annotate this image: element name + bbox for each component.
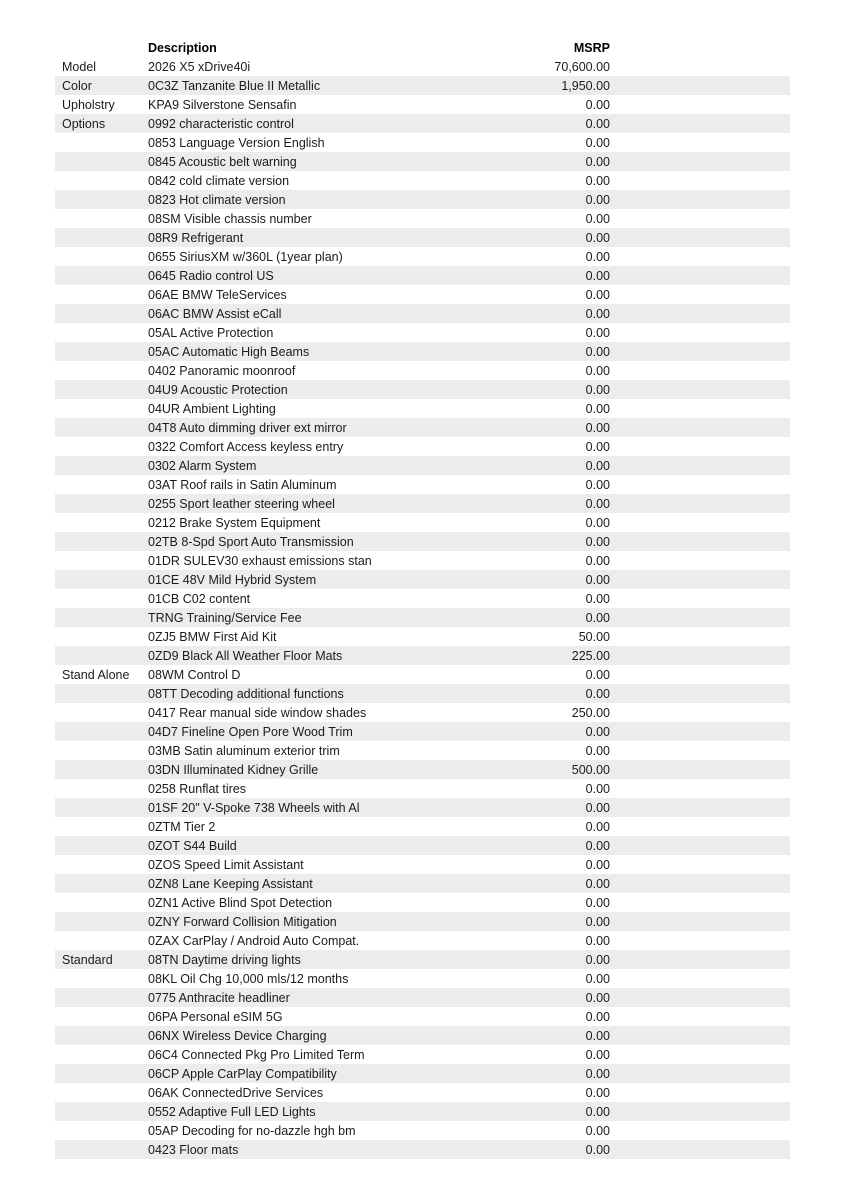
table-row: [55, 969, 790, 988]
msrp-cell: 0.00: [585, 686, 610, 701]
description-cell: 0258 Runflat tires: [148, 781, 246, 796]
spacer-cell: [610, 1102, 790, 1121]
table-row: [55, 760, 790, 779]
table-row: [55, 665, 790, 684]
msrp-cell: 0.00: [585, 743, 610, 758]
spacer-cell: [610, 190, 790, 209]
category-cell: [55, 817, 148, 836]
table-row: [55, 1121, 790, 1140]
description-cell: 01SF 20" V-Spoke 738 Wheels with Al: [148, 800, 360, 815]
description-cell: 0C3Z Tanzanite Blue II Metallic: [148, 78, 321, 93]
table-row: [55, 1026, 790, 1045]
category-cell: [55, 589, 148, 608]
description-cell: 0255 Sport leather steering wheel: [148, 496, 335, 511]
description-cell: 0775 Anthracite headliner: [148, 990, 290, 1005]
category-cell: Standard: [62, 952, 113, 967]
table-row: [55, 76, 790, 95]
category-cell: [55, 1007, 148, 1026]
msrp-cell: 0.00: [585, 135, 610, 150]
spacer-cell: [610, 570, 790, 589]
msrp-cell: 0.00: [585, 857, 610, 872]
spacer-cell: [610, 1064, 790, 1083]
spacer-cell: [610, 1026, 790, 1045]
description-cell: 06C4 Connected Pkg Pro Limited Term: [148, 1047, 365, 1062]
msrp-cell: 0.00: [585, 192, 610, 207]
category-cell: [55, 798, 148, 817]
spacer-cell: [610, 513, 790, 532]
description-cell: 08WM Control D: [148, 667, 241, 682]
msrp-cell: 225.00: [571, 648, 610, 663]
category-cell: [55, 171, 148, 190]
msrp-cell: 0.00: [585, 1123, 610, 1138]
description-cell: 0ZN8 Lane Keeping Assistant: [148, 876, 313, 891]
table-row: [55, 703, 790, 722]
spacer-cell: [610, 684, 790, 703]
description-cell: 06AC BMW Assist eCall: [148, 306, 282, 321]
description-cell: 01CE 48V Mild Hybrid System: [148, 572, 317, 587]
table-row: [55, 836, 790, 855]
category-cell: [55, 627, 148, 646]
category-cell: [55, 608, 148, 627]
spacer-cell: [610, 380, 790, 399]
category-cell: [55, 703, 148, 722]
table-body: [55, 57, 790, 1159]
table-row: [55, 893, 790, 912]
spacer-cell: [610, 1045, 790, 1064]
spacer-cell: [610, 342, 790, 361]
table-row: [55, 855, 790, 874]
msrp-cell: 0.00: [585, 439, 610, 454]
description-cell: 2026 X5 xDrive40i: [148, 59, 251, 74]
description-cell: 0ZTM Tier 2: [148, 819, 216, 834]
msrp-cell: 0.00: [585, 211, 610, 226]
description-cell: 0423 Floor mats: [148, 1142, 239, 1157]
spacer-cell: [610, 722, 790, 741]
category-cell: [55, 1102, 148, 1121]
table-row: [55, 323, 790, 342]
table-row: [55, 1045, 790, 1064]
msrp-cell: 0.00: [585, 382, 610, 397]
description-cell: KPA9 Silverstone Sensafin: [148, 97, 297, 112]
table-row: [55, 1102, 790, 1121]
category-cell: [55, 551, 148, 570]
msrp-cell: 0.00: [585, 287, 610, 302]
category-cell: [55, 1045, 148, 1064]
category-cell: [55, 855, 148, 874]
spacer-cell: [610, 456, 790, 475]
description-cell: 08SM Visible chassis number: [148, 211, 312, 226]
table-row: [55, 646, 790, 665]
description-cell: 0823 Hot climate version: [148, 192, 286, 207]
table-row: [55, 589, 790, 608]
description-cell: 05AC Automatic High Beams: [148, 344, 310, 359]
spacer-cell: [610, 798, 790, 817]
category-cell: [55, 684, 148, 703]
table-row: [55, 1007, 790, 1026]
description-cell: 08TN Daytime driving lights: [148, 952, 301, 967]
table-row: [55, 817, 790, 836]
spacer-cell: [610, 171, 790, 190]
spacer-column-header: [610, 38, 790, 57]
msrp-cell: 0.00: [585, 1104, 610, 1119]
msrp-cell: 250.00: [571, 705, 610, 720]
description-cell: 0212 Brake System Equipment: [148, 515, 321, 530]
spacer-cell: [610, 532, 790, 551]
spacer-cell: [610, 95, 790, 114]
category-cell: [55, 190, 148, 209]
table-row: [55, 608, 790, 627]
category-cell: [55, 513, 148, 532]
description-cell: 03AT Roof rails in Satin Aluminum: [148, 477, 337, 492]
description-cell: 0ZOT S44 Build: [148, 838, 237, 853]
table-row: [55, 1140, 790, 1159]
description-cell: 06CP Apple CarPlay Compatibility: [148, 1066, 337, 1081]
spacer-cell: [610, 285, 790, 304]
spacer-cell: [610, 988, 790, 1007]
table-row: [55, 988, 790, 1007]
category-cell: Model: [62, 59, 97, 74]
msrp-cell: 0.00: [585, 1047, 610, 1062]
description-cell: TRNG Training/Service Fee: [148, 610, 302, 625]
table-row: [55, 95, 790, 114]
spacer-cell: [610, 361, 790, 380]
msrp-cell: 0.00: [585, 1028, 610, 1043]
category-cell: [55, 1026, 148, 1045]
category-cell: [55, 342, 148, 361]
msrp-cell: 0.00: [585, 952, 610, 967]
spacer-cell: [610, 1007, 790, 1026]
spacer-cell: [610, 760, 790, 779]
category-cell: [55, 380, 148, 399]
spacer-cell: [610, 646, 790, 665]
category-cell: [55, 152, 148, 171]
category-cell: [55, 931, 148, 950]
spacer-cell: [610, 247, 790, 266]
category-cell: [55, 912, 148, 931]
category-cell: [55, 741, 148, 760]
spacer-cell: [610, 437, 790, 456]
msrp-cell: 0.00: [585, 458, 610, 473]
description-cell: 01DR SULEV30 exhaust emissions stan: [148, 553, 372, 568]
description-cell: 05AP Decoding for no-dazzle hgh bm: [148, 1123, 356, 1138]
category-cell: Options: [62, 116, 106, 131]
msrp-column-header: MSRP: [573, 40, 610, 55]
msrp-cell: 0.00: [585, 553, 610, 568]
category-cell: [55, 570, 148, 589]
spacer-cell: [610, 152, 790, 171]
spacer-cell: [610, 627, 790, 646]
description-cell: 04D7 Fineline Open Pore Wood Trim: [148, 724, 353, 739]
spacer-cell: [610, 323, 790, 342]
msrp-cell: 0.00: [585, 895, 610, 910]
spacer-cell: [610, 912, 790, 931]
description-cell: 0302 Alarm System: [148, 458, 257, 473]
table-row: [55, 114, 790, 133]
category-cell: Upholstry: [62, 97, 115, 112]
description-cell: 06AK ConnectedDrive Services: [148, 1085, 324, 1100]
spacer-cell: [610, 399, 790, 418]
category-cell: [55, 969, 148, 988]
spacer-cell: [610, 855, 790, 874]
table-row: [55, 380, 790, 399]
table-row: [55, 627, 790, 646]
spacer-cell: [610, 969, 790, 988]
msrp-cell: 0.00: [585, 781, 610, 796]
table-row: [55, 456, 790, 475]
description-cell: 05AL Active Protection: [148, 325, 274, 340]
msrp-cell: 0.00: [585, 1142, 610, 1157]
category-column-header: [55, 38, 148, 57]
category-cell: [55, 266, 148, 285]
category-cell: [55, 494, 148, 513]
msrp-cell: 0.00: [585, 173, 610, 188]
table-row: [55, 570, 790, 589]
description-cell: 08R9 Refrigerant: [148, 230, 244, 245]
table-row: [55, 494, 790, 513]
table-row: [55, 304, 790, 323]
spacer-cell: [610, 741, 790, 760]
category-cell: [55, 209, 148, 228]
category-cell: [55, 304, 148, 323]
table-row: [55, 532, 790, 551]
category-cell: [55, 722, 148, 741]
table-row: [55, 931, 790, 950]
table-row: [55, 912, 790, 931]
spacer-cell: [610, 57, 790, 76]
spacer-cell: [610, 779, 790, 798]
spacer-cell: [610, 133, 790, 152]
spacer-cell: [610, 209, 790, 228]
msrp-cell: 0.00: [585, 1009, 610, 1024]
spacer-cell: [610, 304, 790, 323]
msrp-cell: 1,950.00: [561, 78, 610, 93]
category-cell: [55, 988, 148, 1007]
description-cell: 0853 Language Version English: [148, 135, 325, 150]
spacer-cell: [610, 950, 790, 969]
spacer-cell: [610, 1083, 790, 1102]
category-cell: [55, 1121, 148, 1140]
category-cell: [55, 1140, 148, 1159]
table-row: [55, 1064, 790, 1083]
msrp-cell: 0.00: [585, 515, 610, 530]
msrp-cell: 0.00: [585, 249, 610, 264]
table-row: [55, 361, 790, 380]
table-row: [55, 152, 790, 171]
table-row: [55, 209, 790, 228]
spacer-cell: [610, 494, 790, 513]
category-cell: [55, 247, 148, 266]
spacer-cell: [610, 551, 790, 570]
description-cell: 06PA Personal eSIM 5G: [148, 1009, 283, 1024]
table-row: [55, 190, 790, 209]
spacer-cell: [610, 874, 790, 893]
spacer-cell: [610, 817, 790, 836]
msrp-cell: 0.00: [585, 496, 610, 511]
description-cell: 0417 Rear manual side window shades: [148, 705, 367, 720]
description-cell: 0402 Panoramic moonroof: [148, 363, 296, 378]
description-cell: 0552 Adaptive Full LED Lights: [148, 1104, 316, 1119]
category-cell: Stand Alone: [62, 667, 130, 682]
table-row: [55, 133, 790, 152]
description-cell: 0ZD9 Black All Weather Floor Mats: [148, 648, 343, 663]
description-cell: 08TT Decoding additional functions: [148, 686, 344, 701]
spacer-cell: [610, 114, 790, 133]
table-row: [55, 551, 790, 570]
description-cell: 02TB 8-Spd Sport Auto Transmission: [148, 534, 354, 549]
msrp-cell: 0.00: [585, 800, 610, 815]
msrp-cell: 0.00: [585, 97, 610, 112]
category-cell: [55, 760, 148, 779]
spacer-cell: [610, 1140, 790, 1159]
category-cell: [55, 399, 148, 418]
msrp-cell: 0.00: [585, 610, 610, 625]
msrp-cell: 0.00: [585, 154, 610, 169]
msrp-cell: 0.00: [585, 990, 610, 1005]
msrp-cell: 0.00: [585, 572, 610, 587]
vehicle-options-price-table: [55, 38, 790, 1159]
table-row: [55, 722, 790, 741]
category-cell: [55, 133, 148, 152]
category-cell: [55, 456, 148, 475]
description-cell: 01CB C02 content: [148, 591, 251, 606]
msrp-cell: 50.00: [578, 629, 610, 644]
spacer-cell: [610, 703, 790, 722]
spacer-cell: [610, 836, 790, 855]
table-row: [55, 779, 790, 798]
table-row: [55, 247, 790, 266]
category-cell: [55, 779, 148, 798]
table-row: [55, 475, 790, 494]
msrp-cell: 0.00: [585, 914, 610, 929]
spacer-cell: [610, 76, 790, 95]
table-row: [55, 266, 790, 285]
description-cell: 06NX Wireless Device Charging: [148, 1028, 327, 1043]
spacer-cell: [610, 893, 790, 912]
description-column-header: Description: [148, 40, 217, 55]
description-cell: 03MB Satin aluminum exterior trim: [148, 743, 340, 758]
table-row: [55, 874, 790, 893]
table-row: [55, 1083, 790, 1102]
category-cell: [55, 323, 148, 342]
msrp-cell: 0.00: [585, 971, 610, 986]
spacer-cell: [610, 418, 790, 437]
category-cell: [55, 228, 148, 247]
description-cell: 0845 Acoustic belt warning: [148, 154, 297, 169]
msrp-cell: 70,600.00: [554, 59, 610, 74]
msrp-cell: 0.00: [585, 534, 610, 549]
msrp-cell: 0.00: [585, 1066, 610, 1081]
description-cell: 04T8 Auto dimming driver ext mirror: [148, 420, 347, 435]
category-cell: [55, 475, 148, 494]
msrp-cell: 0.00: [585, 819, 610, 834]
description-cell: 04UR Ambient Lighting: [148, 401, 276, 416]
description-cell: 0ZNY Forward Collision Mitigation: [148, 914, 337, 929]
spacer-cell: [610, 589, 790, 608]
table-row: [55, 950, 790, 969]
category-cell: [55, 646, 148, 665]
spacer-cell: [610, 931, 790, 950]
msrp-cell: 0.00: [585, 591, 610, 606]
table-row: [55, 285, 790, 304]
msrp-cell: 0.00: [585, 306, 610, 321]
msrp-cell: 0.00: [585, 325, 610, 340]
description-cell: 06AE BMW TeleServices: [148, 287, 287, 302]
description-cell: 0645 Radio control US: [148, 268, 274, 283]
msrp-cell: 0.00: [585, 230, 610, 245]
table-row: [55, 228, 790, 247]
msrp-cell: 0.00: [585, 838, 610, 853]
spacer-cell: [610, 266, 790, 285]
description-cell: 08KL Oil Chg 10,000 mls/12 months: [148, 971, 349, 986]
spacer-cell: [610, 228, 790, 247]
msrp-cell: 0.00: [585, 363, 610, 378]
category-cell: [55, 437, 148, 456]
category-cell: [55, 1064, 148, 1083]
description-cell: 0842 cold climate version: [148, 173, 290, 188]
msrp-cell: 0.00: [585, 667, 610, 682]
spacer-cell: [610, 475, 790, 494]
table-row: [55, 513, 790, 532]
description-cell: 0992 characteristic control: [148, 116, 294, 131]
table-header-row: [55, 38, 790, 57]
table-row: [55, 399, 790, 418]
category-cell: [55, 836, 148, 855]
msrp-cell: 0.00: [585, 116, 610, 131]
description-cell: 0ZOS Speed Limit Assistant: [148, 857, 304, 872]
msrp-cell: 0.00: [585, 724, 610, 739]
spacer-cell: [610, 665, 790, 684]
msrp-cell: 0.00: [585, 477, 610, 492]
category-cell: [55, 285, 148, 304]
table-row: [55, 342, 790, 361]
table-row: [55, 57, 790, 76]
table-row: [55, 798, 790, 817]
msrp-cell: 0.00: [585, 268, 610, 283]
description-cell: 0322 Comfort Access keyless entry: [148, 439, 344, 454]
category-cell: Color: [62, 78, 92, 93]
table-row: [55, 437, 790, 456]
category-cell: [55, 361, 148, 380]
spacer-cell: [610, 608, 790, 627]
category-cell: [55, 874, 148, 893]
msrp-cell: 0.00: [585, 401, 610, 416]
description-cell: 0ZAX CarPlay / Android Auto Compat.: [148, 933, 360, 948]
description-cell: 0ZN1 Active Blind Spot Detection: [148, 895, 333, 910]
table-row: [55, 684, 790, 703]
msrp-cell: 500.00: [571, 762, 610, 777]
msrp-cell: 0.00: [585, 933, 610, 948]
table-row: [55, 741, 790, 760]
table-row: [55, 418, 790, 437]
category-cell: [55, 1083, 148, 1102]
table-row: [55, 171, 790, 190]
description-cell: 0ZJ5 BMW First Aid Kit: [148, 629, 277, 644]
category-cell: [55, 893, 148, 912]
category-cell: [55, 532, 148, 551]
description-cell: 0655 SiriusXM w/360L (1year plan): [148, 249, 343, 264]
msrp-cell: 0.00: [585, 344, 610, 359]
description-cell: 04U9 Acoustic Protection: [148, 382, 288, 397]
category-cell: [55, 418, 148, 437]
description-cell: 03DN Illuminated Kidney Grille: [148, 762, 319, 777]
spacer-cell: [610, 1121, 790, 1140]
msrp-cell: 0.00: [585, 420, 610, 435]
msrp-cell: 0.00: [585, 876, 610, 891]
msrp-cell: 0.00: [585, 1085, 610, 1100]
